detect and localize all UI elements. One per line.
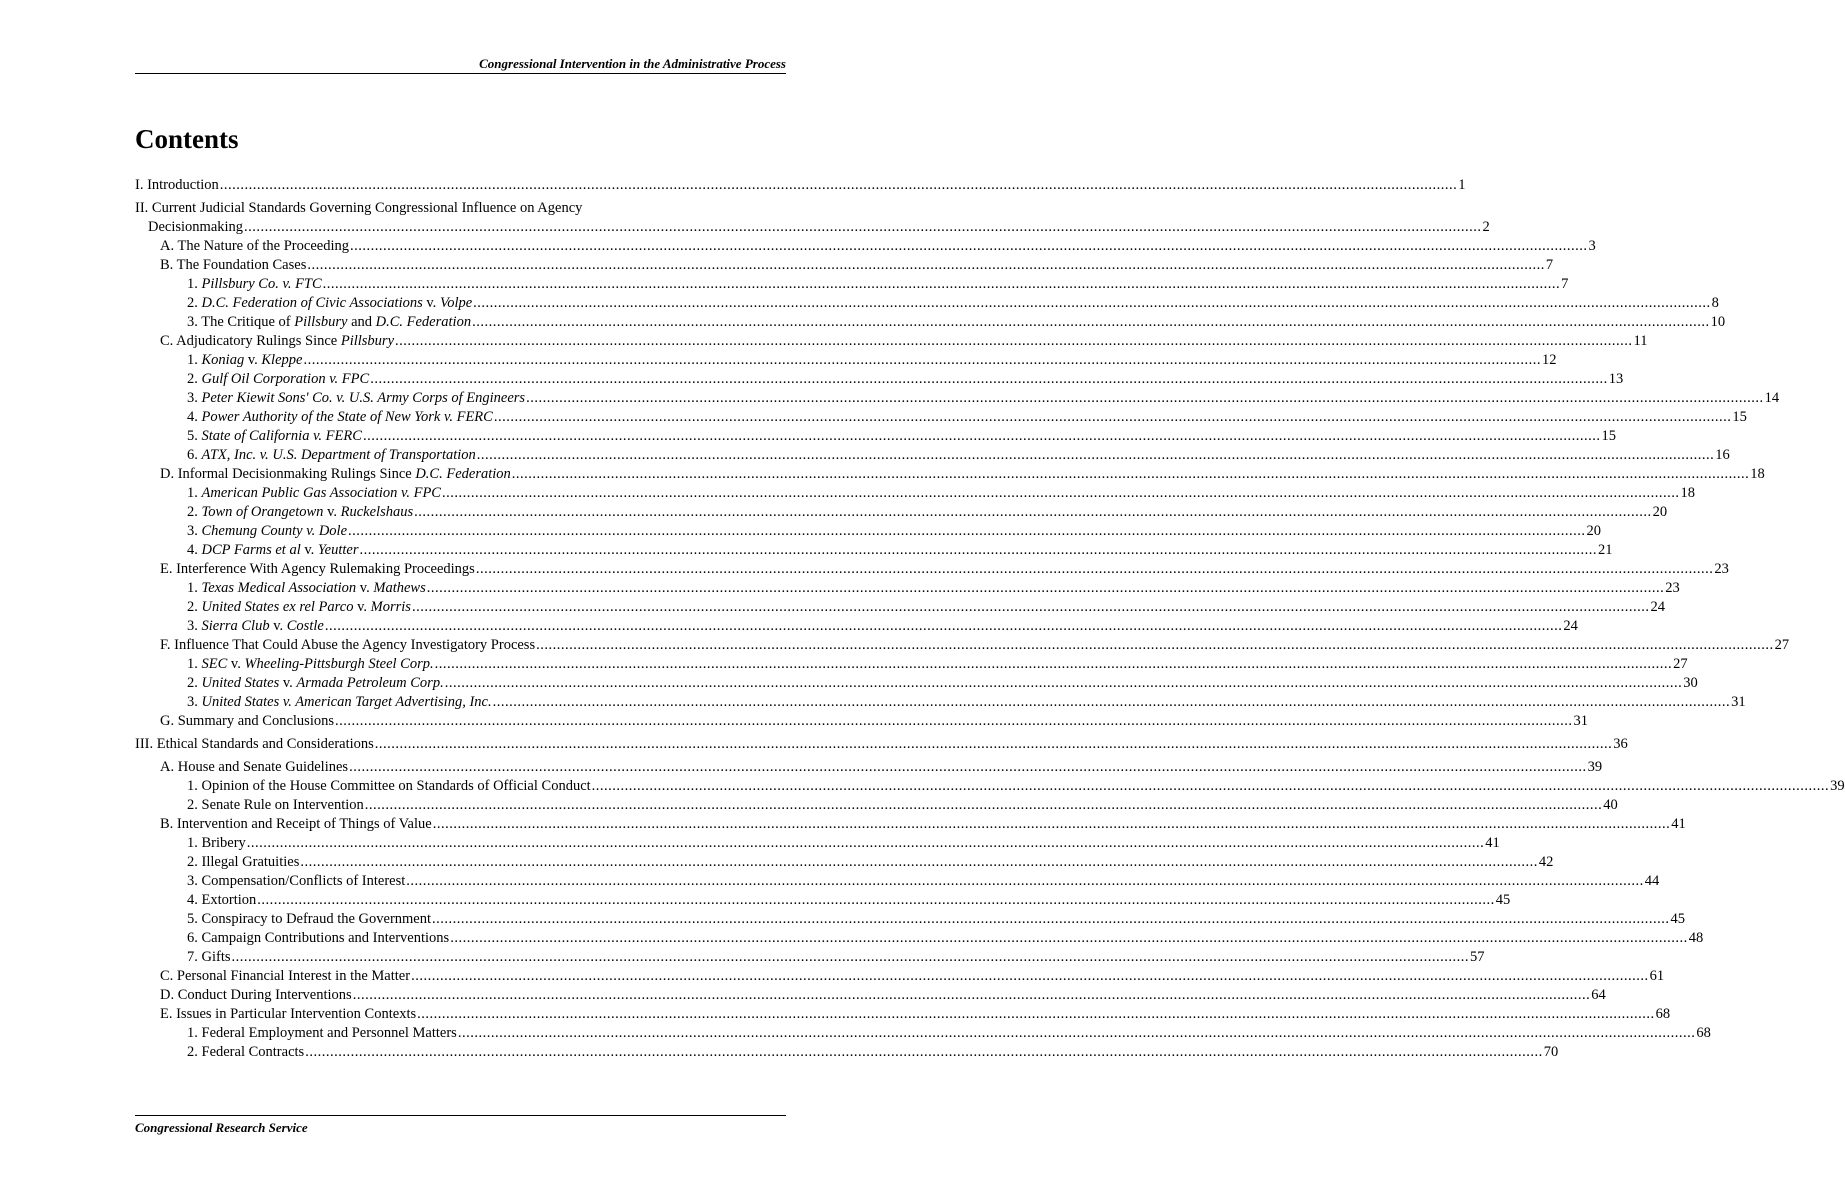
running-footer: Congressional Research Service	[135, 1120, 308, 1135]
toc-entry-label: 1. Federal Employment and Personnel Matters	[187, 1025, 457, 1041]
toc-page-number: 44	[1644, 873, 1660, 889]
toc-dot-leader: ............................................................................................................................................................................................................................................................................................................	[359, 542, 1597, 558]
toc-entry-label: D. Conduct During Interventions	[160, 987, 352, 1003]
toc-entry-label: 1. Pillsbury Co. v. FTC	[187, 276, 322, 292]
toc-dot-leader: ............................................................................................................................................................................................................................................................................................................	[244, 219, 1482, 235]
toc-entry-label: B. Intervention and Receipt of Things of Value	[160, 816, 432, 832]
toc-entry-label: 2. Town of Orangetown v. Ruckelshaus	[187, 504, 414, 520]
running-header: Congressional Intervention in the Administrative Process	[479, 56, 786, 71]
toc-dot-leader: ............................................................................................................................................................................................................................................................................................................	[414, 504, 1652, 520]
toc-page-number: 31	[1731, 694, 1746, 710]
toc-entry[interactable]	[135, 758, 1603, 777]
toc-dot-leader: ............................................................................................................................................................................................................................................................................................................	[348, 523, 1586, 539]
toc-entry-label: D. Informal Decisionmaking Rulings Since D.C. Federation	[160, 466, 511, 482]
toc-page-number: 24	[1650, 599, 1665, 615]
toc-dot-leader: ............................................................................................................................................................................................................................................................................................................	[231, 949, 1469, 965]
toc-page-number: 3	[1588, 238, 1596, 254]
toc-dot-leader: ............................................................................................................................................................................................................................................................................................................	[307, 257, 1545, 273]
toc-entry[interactable]	[135, 503, 1668, 522]
toc-page-number: 48	[1688, 930, 1704, 946]
toc-page-number: 21	[1597, 542, 1613, 558]
toc-entry-label: 5. State of California v. FERC	[187, 428, 362, 444]
toc-entry-label: C. Personal Financial Interest in the Matter	[160, 968, 411, 984]
toc-dot-leader: ............................................................................................................................................................................................................................................................................................................	[406, 873, 1644, 889]
toc-page-number: 15	[1601, 428, 1616, 444]
header-rule	[135, 73, 786, 74]
toc-page-number: 14	[1764, 390, 1780, 406]
toc-entry[interactable]	[135, 1043, 1559, 1062]
toc-entry[interactable]	[135, 853, 1554, 872]
toc-entry[interactable]	[135, 967, 1665, 986]
toc-dot-leader: ............................................................................................................................................................................................................................................................................................................	[362, 428, 1601, 444]
footer-rule	[135, 1115, 786, 1116]
toc-entry-label: 2. United States ex rel Parco v. Morris	[187, 599, 411, 615]
toc-page-number: 39	[1830, 778, 1845, 794]
toc-dot-leader: ............................................................................................................................................................................................................................................................................................................	[475, 561, 1714, 577]
toc-entry-label: 7. Gifts	[187, 949, 231, 965]
toc-entry-label: A. House and Senate Guidelines	[160, 759, 349, 775]
toc-page-number: 68	[1696, 1025, 1711, 1041]
toc-dot-leader: ............................................................................................................................................................................................................................................................................................................	[536, 637, 1774, 653]
table-of-contents	[135, 176, 1845, 1062]
toc-dot-leader: ............................................................................................................................................................................................................................................................................................................	[352, 987, 1591, 1003]
toc-page-number: 68	[1655, 1006, 1671, 1022]
toc-entry[interactable]	[135, 834, 1500, 853]
toc-entry[interactable]	[135, 872, 1660, 891]
toc-entry-label: 2. Illegal Gratuities	[187, 854, 300, 870]
toc-entry[interactable]	[135, 484, 1695, 503]
toc-page-number: 18	[1750, 466, 1765, 482]
toc-entry[interactable]	[135, 389, 1780, 408]
toc-entry-label: 1. Texas Medical Association v. Mathews	[187, 580, 426, 596]
toc-page-number: 30	[1683, 675, 1698, 691]
toc-dot-leader: ............................................................................................................................................................................................................................................................................................................	[526, 390, 1764, 406]
toc-entry-label: B. The Foundation Cases	[160, 257, 307, 273]
toc-entry-label: Decisionmaking	[148, 219, 244, 235]
toc-page-number: 45	[1495, 892, 1511, 908]
toc-page-number: 12	[1541, 352, 1557, 368]
toc-dot-leader: ............................................................................................................................................................................................................................................................................................................	[300, 854, 1538, 870]
toc-page-number: 45	[1670, 911, 1686, 927]
toc-page-number: 39	[1587, 759, 1603, 775]
toc-page-number: 27	[1774, 637, 1790, 653]
toc-entry[interactable]	[135, 313, 1726, 332]
toc-page-number: 64	[1591, 987, 1606, 1003]
toc-entry-first-line: II. Current Judicial Standards Governing Congressional Influence on Agency	[135, 200, 583, 216]
toc-dot-leader: ............................................................................................................................................................................................................................................................................................................	[492, 694, 1731, 710]
toc-dot-leader: ............................................................................................................................................................................................................................................................................................................	[432, 911, 1670, 927]
toc-entry[interactable]	[135, 891, 1511, 910]
toc-dot-leader: ............................................................................................................................................................................................................................................................................................................	[324, 618, 1563, 634]
toc-entry[interactable]	[135, 370, 1624, 389]
toc-entry[interactable]	[135, 218, 1490, 237]
toc-entry[interactable]	[135, 237, 1596, 256]
toc-entry-label: 3. Compensation/Conflicts of Interest	[187, 873, 406, 889]
toc-entry-label: C. Adjudicatory Rulings Since Pillsbury	[160, 333, 395, 349]
toc-entry-label: 3. Sierra Club v. Costle	[187, 618, 324, 634]
toc-entry[interactable]	[135, 910, 1686, 929]
toc-entry-label: E. Issues in Particular Intervention Contexts	[160, 1006, 417, 1022]
toc-entry[interactable]	[135, 617, 1578, 636]
toc-page-number: 18	[1680, 485, 1695, 501]
toc-page-number: 13	[1608, 371, 1624, 387]
toc-dot-leader: ............................................................................................................................................................................................................................................................................................................	[473, 295, 1711, 311]
toc-dot-leader: ............................................................................................................................................................................................................................................................................................................	[493, 409, 1732, 425]
toc-entry-label: III. Ethical Standards and Considerations	[135, 736, 374, 752]
toc-entry[interactable]	[135, 541, 1613, 560]
toc-dot-leader: ............................................................................................................................................................................................................................................................................................................	[246, 835, 1485, 851]
toc-entry[interactable]	[135, 1005, 1671, 1024]
toc-entry-label: 3. Chemung County v. Dole	[187, 523, 348, 539]
toc-dot-leader: ............................................................................................................................................................................................................................................................................................................	[303, 352, 1541, 368]
toc-entry[interactable]	[135, 579, 1680, 598]
toc-page-number: 40	[1603, 797, 1618, 813]
toc-page-number: 27	[1673, 656, 1688, 672]
toc-entry-label: 3. The Critique of Pillsbury and D.C. Federation	[187, 314, 472, 330]
toc-entry[interactable]	[135, 655, 1688, 674]
toc-dot-leader: ............................................................................................................................................................................................................................................................................................................	[349, 759, 1587, 775]
toc-entry[interactable]	[135, 332, 1648, 351]
toc-page-number: 61	[1649, 968, 1665, 984]
toc-entry[interactable]	[135, 929, 1704, 948]
toc-entry[interactable]	[135, 796, 1618, 815]
toc-dot-leader: ............................................................................................................................................................................................................................................................................................................	[335, 713, 1573, 729]
toc-dot-leader: ............................................................................................................................................................................................................................................................................................................	[349, 238, 1588, 254]
toc-page-number: 8	[1711, 295, 1719, 311]
toc-dot-leader: ............................................................................................................................................................................................................................................................................................................	[457, 1025, 1696, 1041]
toc-page-number: 42	[1538, 854, 1554, 870]
toc-entry[interactable]	[135, 256, 1554, 275]
toc-dot-leader: ............................................................................................................................................................................................................................................................................................................	[219, 177, 1458, 193]
page-title: Contents	[135, 124, 239, 154]
toc-entry-label: 2. Senate Rule on Intervention	[187, 797, 364, 813]
toc-dot-leader: ............................................................................................................................................................................................................................................................................................................	[395, 333, 1633, 349]
toc-dot-leader: ............................................................................................................................................................................................................................................................................................................	[591, 778, 1830, 794]
toc-dot-leader: ............................................................................................................................................................................................................................................................................................................	[441, 485, 1680, 501]
toc-entry[interactable]	[135, 427, 1616, 446]
toc-entry-label: 1. Opinion of the House Committee on Standards of Official Conduct	[187, 778, 591, 794]
toc-page-number: 20	[1652, 504, 1668, 520]
toc-page-number: 15	[1732, 409, 1747, 425]
toc-entry[interactable]	[135, 446, 1730, 465]
toc-page-number: 7	[1561, 276, 1569, 292]
toc-entry-label: 5. Conspiracy to Defraud the Government	[187, 911, 432, 927]
toc-entry-label: 1. SEC v. Wheeling-Pittsburgh Steel Corp.	[187, 656, 434, 672]
toc-entry[interactable]	[135, 636, 1790, 655]
toc-page-number: 31	[1573, 713, 1588, 729]
toc-dot-leader: ............................................................................................................................................................................................................................................................................................................	[417, 1006, 1655, 1022]
toc-entry-label: 2. D.C. Federation of Civic Associations v. Volpe	[187, 295, 473, 311]
toc-entry-label: 4. Power Authority of the State of New York v. FERC	[187, 409, 493, 425]
toc-entry-label: 4. DCP Farms et al v. Yeutter	[187, 542, 359, 558]
toc-dot-leader: ............................................................................................................................................................................................................................................................................................................	[364, 797, 1603, 813]
toc-entry[interactable]	[135, 777, 1845, 796]
toc-entry-label: 3. Peter Kiewit Sons' Co. v. U.S. Army Corps of Engineers	[187, 390, 526, 406]
toc-entry[interactable]	[135, 408, 1747, 427]
toc-dot-leader: ............................................................................................................................................................................................................................................................................................................	[472, 314, 1710, 330]
toc-page-number: 24	[1563, 618, 1578, 634]
toc-entry-label: 1. Bribery	[187, 835, 246, 851]
toc-entry[interactable]	[135, 351, 1557, 370]
toc-entry[interactable]	[135, 294, 1719, 313]
toc-entry[interactable]	[135, 735, 1628, 754]
toc-entry-label: 2. United States v. Armada Petroleum Corp.	[187, 675, 444, 691]
toc-dot-leader: ............................................................................................................................................................................................................................................................................................................	[370, 371, 1608, 387]
toc-page-number: 23	[1665, 580, 1680, 596]
toc-entry-label: 6. ATX, Inc. v. U.S. Department of Transportation	[187, 447, 476, 463]
toc-dot-leader: ............................................................................................................................................................................................................................................................................................................	[476, 447, 1715, 463]
toc-dot-leader: ............................................................................................................................................................................................................................................................................................................	[444, 675, 1683, 691]
toc-dot-leader: ............................................................................................................................................................................................................................................................................................................	[432, 816, 1671, 832]
toc-entry[interactable]	[135, 986, 1606, 1005]
toc-entry[interactable]	[135, 712, 1588, 731]
toc-entry-label: 3. United States v. American Target Advertising, Inc.	[187, 694, 492, 710]
toc-page-number: 23	[1714, 561, 1729, 577]
toc-entry[interactable]	[135, 948, 1485, 967]
toc-page-number: 1	[1458, 177, 1466, 193]
toc-entry-label: 2. Federal Contracts	[187, 1044, 305, 1060]
toc-page-number: 7	[1545, 257, 1554, 273]
toc-dot-leader: ............................................................................................................................................................................................................................................................................................................	[374, 736, 1613, 752]
toc-dot-leader: ............................................................................................................................................................................................................................................................................................................	[305, 1044, 1543, 1060]
toc-dot-leader: ............................................................................................................................................................................................................................................................................................................	[450, 930, 1688, 946]
toc-page-number: 2	[1482, 219, 1490, 235]
toc-entry[interactable]	[135, 1024, 1711, 1043]
toc-entry[interactable]	[135, 560, 1729, 579]
toc-entry-label: G. Summary and Conclusions	[160, 713, 334, 729]
toc-entry-label: 1. American Public Gas Association v. FPC	[187, 485, 441, 501]
toc-entry-label: I. Introduction	[135, 177, 219, 193]
toc-page-number: 36	[1613, 736, 1628, 752]
toc-entry[interactable]	[135, 176, 1466, 195]
toc-entry-label: 1. Koniag v. Kleppe	[187, 352, 303, 368]
toc-dot-leader: ............................................................................................................................................................................................................................................................................................................	[434, 656, 1673, 672]
toc-page-number: 57	[1470, 949, 1485, 965]
toc-dot-leader: ............................................................................................................................................................................................................................................................................................................	[411, 599, 1650, 615]
toc-page-number: 70	[1543, 1044, 1559, 1060]
toc-page-number: 20	[1586, 523, 1602, 539]
toc-entry-label: 6. Campaign Contributions and Interventions	[187, 930, 450, 946]
toc-dot-leader: ............................................................................................................................................................................................................................................................................................................	[426, 580, 1665, 596]
toc-entry-label: 4. Extortion	[187, 892, 257, 908]
toc-entry-label: E. Interference With Agency Rulemaking Proceedings	[160, 561, 475, 577]
toc-dot-leader: ............................................................................................................................................................................................................................................................................................................	[322, 276, 1561, 292]
toc-dot-leader: ............................................................................................................................................................................................................................................................................................................	[411, 968, 1649, 984]
toc-page-number: 11	[1633, 333, 1648, 349]
toc-dot-leader: ............................................................................................................................................................................................................................................................................................................	[257, 892, 1495, 908]
toc-page-number: 16	[1715, 447, 1730, 463]
toc-entry[interactable]	[135, 674, 1698, 693]
toc-entry[interactable]	[135, 815, 1686, 834]
toc-entry[interactable]	[135, 693, 1746, 712]
toc-entry[interactable]	[135, 522, 1602, 541]
toc-entry-label: A. The Nature of the Proceeding	[160, 238, 349, 254]
toc-entry[interactable]	[135, 465, 1765, 484]
toc-entry-label: F. Influence That Could Abuse the Agency Investigatory Process	[160, 637, 536, 653]
toc-dot-leader: ............................................................................................................................................................................................................................................................................................................	[511, 466, 1750, 482]
toc-page-number: 10	[1710, 314, 1726, 330]
toc-entry[interactable]	[135, 275, 1569, 294]
toc-page-number: 41	[1485, 835, 1500, 851]
toc-entry-label: 2. Gulf Oil Corporation v. FPC	[187, 371, 370, 387]
toc-entry[interactable]	[135, 598, 1665, 617]
toc-page-number: 41	[1671, 816, 1686, 832]
